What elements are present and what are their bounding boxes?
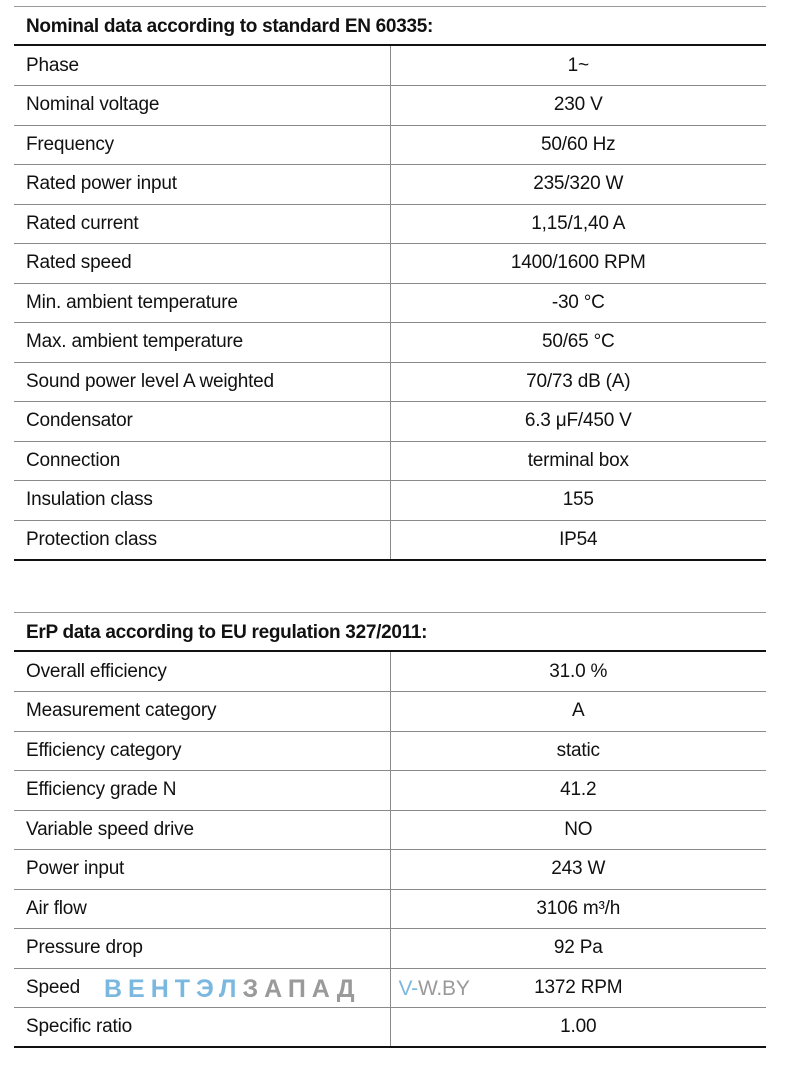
row-value: IP54 bbox=[390, 520, 766, 560]
table-row bbox=[14, 165, 766, 205]
row-value: 50/60 Hz bbox=[390, 125, 766, 165]
nominal-data-table bbox=[14, 6, 766, 561]
table-row bbox=[14, 968, 766, 1008]
row-value: 155 bbox=[390, 481, 766, 521]
row-value: 6.3 μF/450 V bbox=[390, 402, 766, 442]
row-value: 50/65 °C bbox=[390, 323, 766, 363]
table-row bbox=[14, 1008, 766, 1048]
table-row bbox=[14, 204, 766, 244]
row-value: -30 °C bbox=[390, 283, 766, 323]
table-row bbox=[14, 692, 766, 732]
row-label: Min. ambient temperature bbox=[14, 283, 390, 323]
table-row bbox=[14, 362, 766, 402]
row-label: Sound power level A weighted bbox=[14, 362, 390, 402]
table-row bbox=[14, 771, 766, 811]
row-value: 1,15/1,40 A bbox=[390, 204, 766, 244]
row-label: Efficiency category bbox=[14, 731, 390, 771]
row-value-cell bbox=[390, 968, 766, 1008]
watermark-site bbox=[399, 977, 470, 1001]
row-value: terminal box bbox=[390, 441, 766, 481]
row-label: Specific ratio bbox=[14, 1008, 390, 1048]
row-label: Connection bbox=[14, 441, 390, 481]
row-label: Measurement category bbox=[14, 692, 390, 732]
watermark-site-part1: V- bbox=[398, 976, 418, 1000]
row-label: Max. ambient temperature bbox=[14, 323, 390, 363]
row-value: 41.2 bbox=[390, 771, 766, 811]
row-label: Speed bbox=[26, 976, 80, 998]
watermark-brand-part2: ЗАПАД bbox=[242, 974, 361, 1003]
table-row bbox=[14, 481, 766, 521]
row-label: Rated power input bbox=[14, 165, 390, 205]
row-label: Rated current bbox=[14, 204, 390, 244]
row-value: 1.00 bbox=[390, 1008, 766, 1048]
table-row bbox=[14, 323, 766, 363]
row-label: Power input bbox=[14, 850, 390, 890]
table-row bbox=[14, 125, 766, 165]
row-value: 243 W bbox=[390, 850, 766, 890]
row-value: 1372 RPM bbox=[534, 976, 623, 998]
row-label: Nominal voltage bbox=[14, 86, 390, 126]
watermark-brand bbox=[104, 975, 361, 1004]
row-label: Efficiency grade N bbox=[14, 771, 390, 811]
row-value: 235/320 W bbox=[390, 165, 766, 205]
row-label: Phase bbox=[14, 46, 390, 86]
table-row bbox=[14, 441, 766, 481]
table-row bbox=[14, 850, 766, 890]
row-label: Pressure drop bbox=[14, 929, 390, 969]
row-label: Frequency bbox=[14, 125, 390, 165]
table-row bbox=[14, 283, 766, 323]
row-value: static bbox=[390, 731, 766, 771]
nominal-data-rows bbox=[14, 46, 766, 561]
row-value: 31.0 % bbox=[390, 652, 766, 692]
table-row bbox=[14, 810, 766, 850]
row-label: Condensator bbox=[14, 402, 390, 442]
table-row bbox=[14, 929, 766, 969]
table-row bbox=[14, 244, 766, 284]
row-label: Overall efficiency bbox=[14, 652, 390, 692]
nominal-data-title: Nominal data according to standard EN 60335: bbox=[14, 6, 766, 46]
table-row bbox=[14, 402, 766, 442]
erp-data-table bbox=[14, 612, 766, 1048]
row-value: 3106 m³/h bbox=[390, 889, 766, 929]
row-value: 92 Pa bbox=[390, 929, 766, 969]
table-row bbox=[14, 889, 766, 929]
row-value: 70/73 dB (A) bbox=[390, 362, 766, 402]
row-value: 1~ bbox=[390, 46, 766, 86]
row-label: Air flow bbox=[14, 889, 390, 929]
table-row bbox=[14, 731, 766, 771]
watermark-brand-part1: ВЕНТЭЛ bbox=[104, 974, 243, 1003]
table-row bbox=[14, 46, 766, 86]
row-label: Variable speed drive bbox=[14, 810, 390, 850]
table-row bbox=[14, 86, 766, 126]
row-label-cell bbox=[14, 968, 390, 1008]
table-row bbox=[14, 520, 766, 560]
row-label: Insulation class bbox=[14, 481, 390, 521]
erp-data-title: ErP data according to EU regulation 327/2011: bbox=[14, 612, 766, 652]
erp-data-rows bbox=[14, 652, 766, 1048]
row-value: NO bbox=[390, 810, 766, 850]
row-value: 1400/1600 RPM bbox=[390, 244, 766, 284]
row-value: A bbox=[390, 692, 766, 732]
watermark-site-part2: W.BY bbox=[417, 976, 470, 1000]
row-value: 230 V bbox=[390, 86, 766, 126]
row-label: Rated speed bbox=[14, 244, 390, 284]
row-label: Protection class bbox=[14, 520, 390, 560]
table-row bbox=[14, 652, 766, 692]
